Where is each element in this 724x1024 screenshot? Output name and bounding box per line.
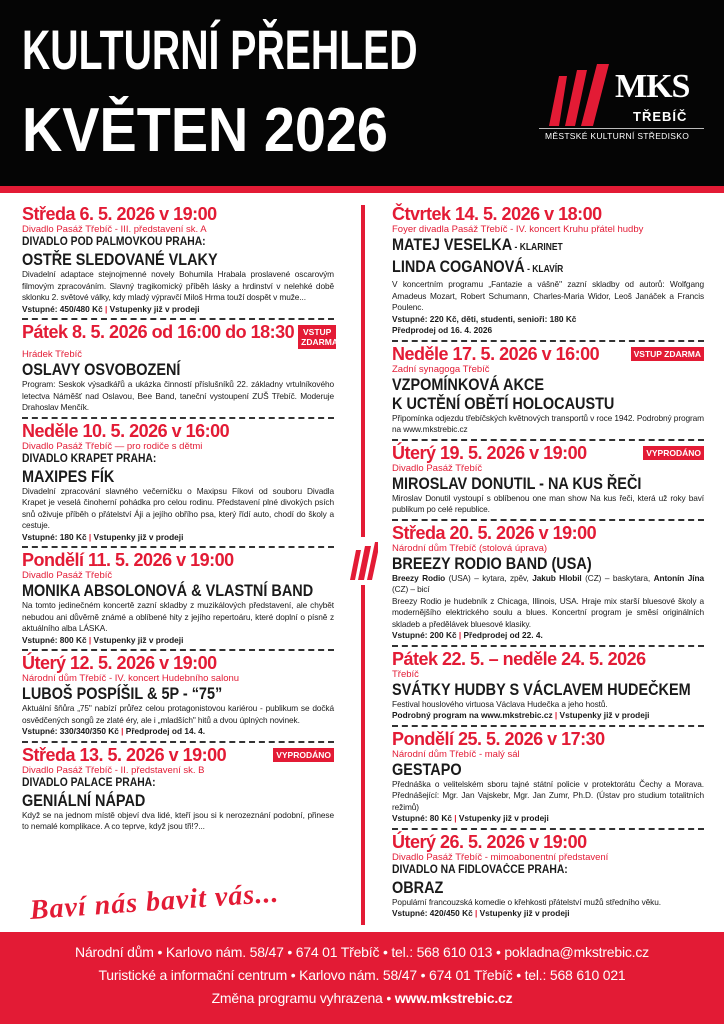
event-title-text: MONIKA ABSOLONOVÁ & VLASTNÍ BAND bbox=[22, 581, 314, 600]
event-date-row bbox=[22, 746, 334, 765]
footer-note bbox=[0, 987, 724, 1010]
event-venue: Národní dům Třebíč - malý sál bbox=[392, 748, 520, 760]
event-item bbox=[392, 444, 704, 516]
event-title bbox=[22, 360, 287, 379]
event-ticket-info bbox=[22, 304, 334, 316]
event-title-role: - KLAVÍR bbox=[524, 264, 564, 275]
footer-contact-national-house: Národní dům • Karlovo nám. 58/47 • 674 01 Třebíč • tel.: 568 610 013 • pokladna@mkstrebic.cz bbox=[75, 944, 649, 960]
performer-role: (CZ) – baskytara, bbox=[581, 572, 654, 583]
event-title-text: LINDA COGANOVÁ bbox=[392, 257, 525, 276]
event-item bbox=[22, 322, 338, 414]
event-venue: Hrádek Třebíč bbox=[22, 349, 83, 360]
event-date: Neděle 17. 5. 2026 v 16:00 bbox=[392, 343, 600, 364]
dashed-separator bbox=[392, 725, 704, 727]
event-title-text: GESTAPO bbox=[392, 759, 462, 779]
ticket-info-text: Předprodej od 14. 4. bbox=[125, 726, 206, 736]
event-date-row bbox=[392, 345, 704, 364]
event-ticket-info bbox=[392, 325, 704, 337]
dashed-separator bbox=[392, 645, 704, 647]
separator-pipe: | bbox=[118, 726, 126, 736]
column-divider bbox=[361, 585, 365, 925]
event-date-row bbox=[392, 730, 704, 749]
event-ticket-info bbox=[22, 635, 334, 647]
event-description: Když se na jednom místě objeví dva lidé, kteří jsou si k nerozeznání podobní, přinese to nemalé komplikace. A co teprve, když jsou tři!?... bbox=[22, 809, 334, 831]
slogan: Baví nás bavit vás... bbox=[28, 877, 281, 926]
event-date: Středa 6. 5. 2026 v 19:00 bbox=[22, 204, 217, 224]
separator-pipe: | bbox=[456, 630, 464, 640]
status-badge: VYPRODÁNO bbox=[273, 748, 334, 762]
event-title bbox=[22, 467, 287, 486]
event-item bbox=[22, 551, 334, 646]
dashed-separator bbox=[392, 519, 704, 521]
footer-website-link[interactable]: www.mkstrebic.cz bbox=[394, 990, 513, 1006]
event-title bbox=[22, 791, 287, 810]
event-title-text: GENIÁLNÍ NÁPAD bbox=[22, 790, 146, 810]
event-title bbox=[392, 375, 657, 394]
events-right-column bbox=[392, 205, 704, 920]
performer-role: (USA) – kytara, zpěv, bbox=[445, 572, 533, 583]
event-date: Úterý 12. 5. 2026 v 19:00 bbox=[22, 653, 217, 673]
event-title bbox=[392, 474, 657, 493]
logo-name: MKS bbox=[615, 68, 690, 105]
event-title-text: MAXIPES FÍK bbox=[22, 466, 115, 486]
dashed-separator bbox=[22, 546, 334, 548]
event-title-role: - KLARINET bbox=[512, 242, 563, 253]
event-date: Čtvrtek 14. 5. 2026 v 18:00 bbox=[392, 204, 602, 224]
event-title bbox=[22, 684, 287, 703]
event-title bbox=[392, 235, 657, 257]
status-badge: VSTUP ZDARMA bbox=[298, 325, 336, 349]
separator-pipe: | bbox=[86, 634, 94, 645]
event-ticket-info bbox=[22, 726, 334, 738]
header-stripe bbox=[0, 186, 724, 193]
event-title bbox=[392, 554, 657, 573]
dashed-separator bbox=[392, 340, 704, 342]
event-item bbox=[22, 746, 334, 833]
event-date-row bbox=[392, 205, 704, 224]
event-title bbox=[392, 679, 691, 699]
event-item bbox=[392, 345, 704, 436]
event-description: Divadelní zpracování slavného večerníčku o Maxipsu Fíkovi od souboru Divadla Krapet je veselá činoherní pohádka pro celou rodinu. Představení plné divokých psích snů oživuje příběh o přátelství Áji a jejího obřího psa, který řídí auto, chodí do školy a cestuje. bbox=[22, 485, 334, 530]
event-title-text: OSTŘE SLEDOVANÉ VLAKY bbox=[22, 250, 218, 269]
event-date-row bbox=[22, 551, 334, 570]
event-title-text: OSLAVY OSVOBOZENÍ bbox=[22, 360, 181, 379]
event-item bbox=[392, 524, 704, 642]
event-venue: Třebíč bbox=[392, 668, 419, 680]
event-title-text: VZPOMÍNKOVÁ AKCE bbox=[392, 374, 545, 394]
status-badge: VYPRODÁNO bbox=[643, 446, 704, 460]
event-description: Divadelní adaptace stejnojmenné novely Bohumila Hrabala proslavené oscarovým filmovým zpracováním. Slavný tragikomický příběh lásky a hrdinství v nelehké době sklonku 2. světové války, kdy mladý výpravčí Miloš Hrma touží dospět v muže... bbox=[22, 269, 334, 302]
event-description: Aktuální šňůra „75" nabízí průřez celou protagonistovou kariérou - publikum se dočká osvědčených songů ze zlaté éry, ale i „mladších" hitů a dvou úplných novinek. bbox=[22, 703, 334, 725]
event-item bbox=[392, 205, 704, 337]
dashed-separator bbox=[392, 828, 704, 830]
event-date-row bbox=[392, 524, 704, 543]
dashed-separator bbox=[22, 318, 334, 320]
separator-pipe: | bbox=[552, 710, 560, 720]
event-title bbox=[22, 581, 314, 600]
event-presenter: DIVADLO NA FIDLOVAČCE PRAHA: bbox=[392, 863, 568, 876]
ticket-info-text: Vstupné: 220 Kč, děti, studenti, senioři: 180 Kč bbox=[392, 313, 577, 324]
event-date-row bbox=[392, 444, 704, 463]
event-description: Festival houslového virtuosa Václava Hudečka a jeho hostů. bbox=[392, 698, 608, 709]
event-title bbox=[392, 394, 657, 413]
logo-subtitle: MĚSTSKÉ KULTURNÍ STŘEDISKO bbox=[545, 131, 690, 141]
event-date-row bbox=[22, 422, 334, 441]
separator-pipe: | bbox=[102, 303, 110, 314]
separator-pipe: | bbox=[451, 813, 459, 823]
event-date: Pondělí 11. 5. 2026 v 19:00 bbox=[22, 550, 234, 570]
event-ticket-info bbox=[392, 908, 704, 920]
event-venue: Národní dům Třebíč - IV. koncert Hudebního salonu bbox=[22, 673, 240, 684]
event-title bbox=[392, 257, 657, 279]
event-date: Středa 13. 5. 2026 v 19:00 bbox=[22, 744, 227, 765]
events-left-column bbox=[22, 204, 338, 833]
ticket-info-text: Vstupné: 420/450 Kč bbox=[392, 908, 473, 918]
logo-divider bbox=[539, 128, 704, 129]
event-title-text: OBRAZ bbox=[392, 877, 444, 897]
ticket-info-text: Vstupné: 330/340/350 Kč bbox=[22, 726, 119, 736]
event-venue: Divadlo Pasáž Třebíč bbox=[22, 570, 113, 581]
event-ticket-info bbox=[392, 630, 704, 642]
event-venue: Divadlo Pasáž Třebíč — pro rodiče s dětmi bbox=[22, 440, 203, 452]
event-title-text: SVÁTKY HUDBY S VÁCLAVEM HUDEČKEM bbox=[392, 679, 691, 699]
footer-note-text: Změna programu vyhrazena • bbox=[211, 990, 395, 1006]
ticket-info-text: Vstupné: 180 Kč bbox=[22, 531, 87, 542]
event-title bbox=[392, 878, 657, 897]
event-date-row bbox=[392, 833, 704, 852]
event-date-row bbox=[22, 654, 334, 673]
event-title bbox=[392, 760, 657, 779]
ticket-info-text: Vstupenky již v prodeji bbox=[458, 813, 549, 823]
separator-pipe: | bbox=[472, 908, 480, 918]
page-subtitle-month: KVĚTEN 2026 bbox=[22, 96, 388, 165]
ticket-info-text: Vstupenky již v prodeji bbox=[479, 908, 570, 918]
event-title-text: K UCTĚNÍ OBĚTÍ HOLOCAUSTU bbox=[392, 393, 615, 413]
performer-name: Jakub Hlobil bbox=[532, 572, 582, 583]
event-date: Pondělí 25. 5. 2026 v 17:30 bbox=[392, 728, 605, 749]
logo-city: TŘEBÍČ bbox=[633, 109, 688, 124]
ticket-info-text: Vstupné: 800 Kč bbox=[22, 634, 87, 645]
ticket-info-text: Vstupenky již v prodeji bbox=[93, 634, 184, 645]
ticket-info-text: Předprodej od 16. 4. 2026 bbox=[392, 325, 493, 335]
separator-pipe: | bbox=[86, 531, 94, 542]
performer-name: Breezy Rodio bbox=[392, 572, 446, 583]
curtain-bars-icon bbox=[543, 62, 623, 126]
ticket-info-text: Vstupenky již v prodeji bbox=[559, 710, 650, 720]
ticket-info-text: Předprodej od 22. 4. bbox=[463, 630, 543, 640]
event-description: Breezy Rodio je hudebník z Chicaga, Illinois, USA. Hraje mix starší bluesové školy a modernějšího elektrického soulu a blues. Koncertní program je směsí originálních skladeb a předělávek bluesové klasiky. bbox=[392, 595, 704, 629]
event-item bbox=[22, 654, 334, 738]
event-date: Středa 20. 5. 2026 v 19:00 bbox=[392, 522, 597, 543]
event-ticket-info bbox=[392, 314, 704, 326]
event-ticket-info bbox=[22, 532, 334, 544]
event-description: V koncertním programu „Fantazie a vášně" zazní skladby od autorů: Wolfgang Amadeus Mozart, Robert Schumann, Charles-Maria Widor, Leoš Janáček a Francis Poulenc. bbox=[392, 279, 704, 312]
event-venue: Divadlo Pasáž Třebíč - III. představení sk. A bbox=[22, 224, 207, 235]
event-description: Populární francouzská komedie o křehkosti přátelství mužů středního věku. bbox=[392, 896, 661, 907]
event-title-text: LUBOŠ POSPÍŠIL & 5P - “75” bbox=[22, 684, 223, 703]
status-badge: VSTUP ZDARMA bbox=[631, 347, 704, 361]
ticket-info-text: Vstupné: 450/480 Kč bbox=[22, 303, 103, 314]
event-presenter: DIVADLO KRAPET PRAHA: bbox=[22, 452, 157, 465]
event-venue: Foyer divadla Pasáž Třebíč - IV. koncert Kruhu přátel hudby bbox=[392, 224, 644, 235]
event-presenter: DIVADLO PALACE PRAHA: bbox=[22, 776, 156, 789]
event-date: Úterý 19. 5. 2026 v 19:00 bbox=[392, 442, 587, 463]
event-item bbox=[392, 730, 704, 825]
dashed-separator bbox=[22, 649, 334, 651]
event-date: Úterý 26. 5. 2026 v 19:00 bbox=[392, 831, 587, 852]
column-divider bbox=[361, 205, 365, 537]
footer-contact-info-center: Turistické a informační centrum • Karlovo nám. 58/47 • 674 01 Třebíč • tel.: 568 610 021 bbox=[98, 967, 626, 983]
header bbox=[0, 0, 724, 186]
ticket-info-text: Vstupenky již v prodeji bbox=[109, 303, 200, 314]
event-venue: Divadlo Pasáž Třebíč bbox=[392, 462, 483, 474]
event-date-row bbox=[22, 322, 338, 349]
event-venue: Národní dům Třebíč (stolová úprava) bbox=[392, 542, 548, 554]
curtain-bars-icon bbox=[348, 542, 378, 580]
event-title-text: MATEJ VESELKA bbox=[392, 235, 513, 254]
event-date-row bbox=[22, 205, 334, 224]
ticket-info-text: Vstupné: 200 Kč bbox=[392, 630, 457, 640]
event-item bbox=[392, 833, 704, 920]
performer-name: Antonín Jína bbox=[653, 572, 704, 583]
event-presenter: DIVADLO POD PALMOVKOU PRAHA: bbox=[22, 236, 206, 248]
ticket-info-text: Vstupenky již v prodeji bbox=[93, 531, 184, 542]
dashed-separator bbox=[392, 439, 704, 441]
event-title-text: BREEZY RODIO BAND (USA) bbox=[392, 553, 592, 573]
dashed-separator bbox=[22, 741, 334, 743]
event-description: Přednáška o velitelském sboru tajné státní policie v protektorátu Čechy a Morava. Přednášející: Mgr. Jan Vajskebr, Mgr. Jan Zumr, Ph.D. (Ústav pro studium totalitních režimů) bbox=[392, 778, 704, 812]
event-description: Miroslav Donutil vystoupí s oblíbenou one man show Na kus řeči, která už roky baví publikum po celé republice. bbox=[392, 492, 704, 514]
mks-logo bbox=[535, 62, 715, 142]
event-venue: Divadlo Pasáž Třebíč - mimoabonentní představení bbox=[392, 851, 609, 863]
event-lineup bbox=[392, 573, 704, 596]
event-item bbox=[22, 422, 334, 544]
event-description: Program: Seskok výsadkářů a ukázka činností příslušníků 22. základny vrtulníkového letectva Náměšť nad Oslavou, Bee Band, taneční vystoupení ZUŠ Třebíč. Moderuje Drahoslav Menčík. bbox=[22, 379, 334, 412]
dashed-separator bbox=[22, 417, 334, 419]
ticket-info-text: Podrobný program na www.mkstrebic.cz bbox=[392, 710, 553, 720]
page-title: KULTURNÍ PŘEHLED bbox=[22, 18, 418, 81]
event-ticket-info bbox=[392, 813, 704, 825]
event-date: Pátek 8. 5. 2026 od 16:00 do 18:30 bbox=[22, 322, 295, 342]
event-item bbox=[22, 205, 334, 315]
footer bbox=[0, 932, 724, 1024]
event-description: Na tomto jedinečném koncertě zazní skladby z muzikálových představení, ale chybět nebudou ani důvěrně známé a oblíbené hity z jejího repertoáru, které doplní o písně z aktuálního alba LÁSKA. bbox=[22, 600, 334, 633]
event-date: Neděle 10. 5. 2026 v 16:00 bbox=[22, 420, 230, 441]
event-ticket-info bbox=[392, 710, 704, 722]
event-venue: Zadní synagoga Třebíč bbox=[392, 363, 490, 375]
event-venue: Divadlo Pasáž Třebíč - II. představení sk. B bbox=[22, 764, 205, 776]
event-title-text: MIROSLAV DONUTIL - NA KUS ŘEČI bbox=[392, 473, 642, 493]
ticket-info-text: Vstupné: 80 Kč bbox=[392, 813, 452, 823]
event-title bbox=[22, 250, 287, 269]
event-date: Pátek 22. 5. – neděle 24. 5. 2026 bbox=[392, 648, 646, 669]
event-date-row bbox=[392, 650, 704, 669]
event-item bbox=[392, 650, 704, 722]
event-description: Připomínka odjezdu třebíčských květnových transportů v roce 1942. Podrobný program na www.mkstrebic.cz bbox=[392, 412, 704, 434]
performer-role: (CZ) – bicí bbox=[392, 584, 430, 594]
